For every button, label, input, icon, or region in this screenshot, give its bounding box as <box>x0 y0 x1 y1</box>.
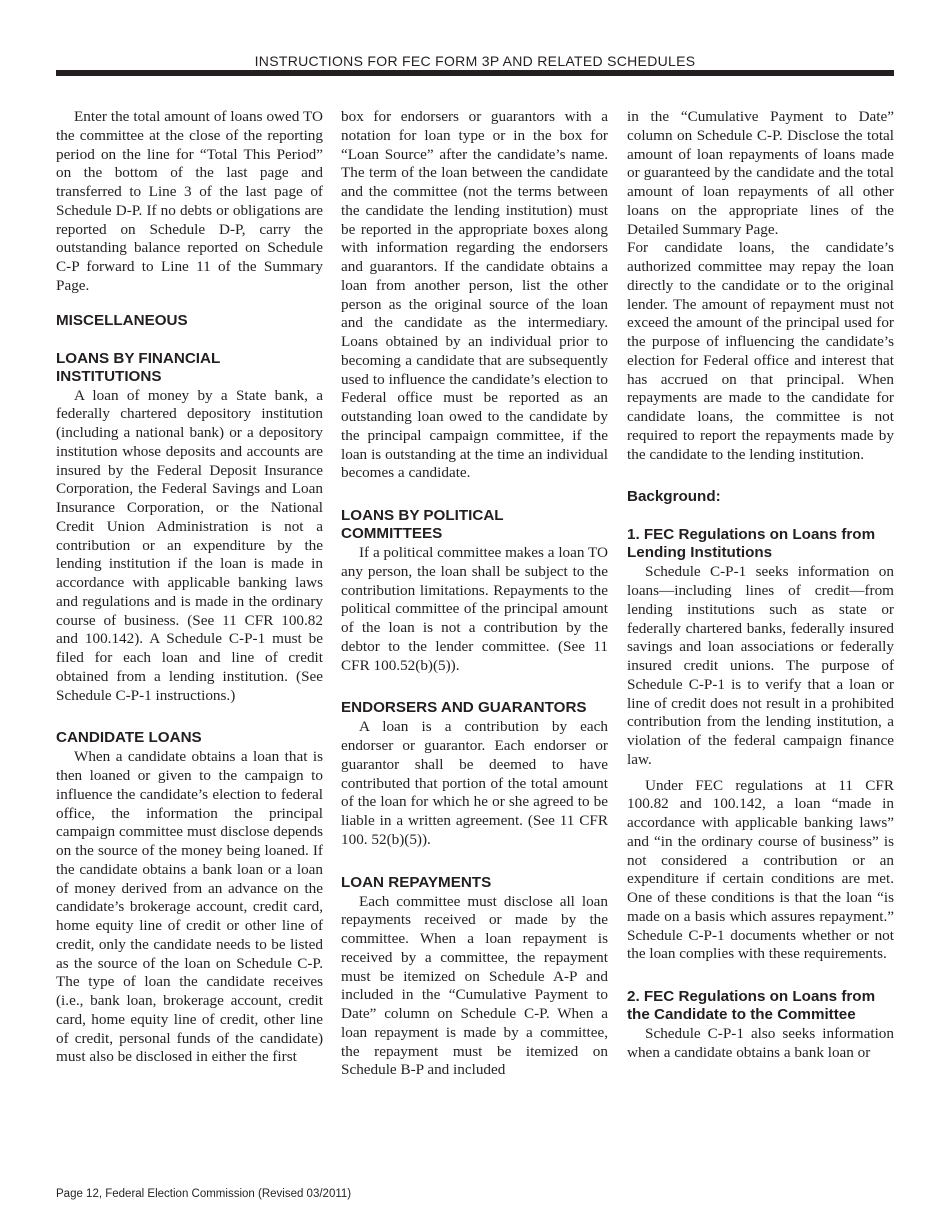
paragraph-candidate-loans-continued: box for endorsers or guarantors with a notation for loan type or in the box for “Loan Source” after the candidate’s name. The term of the loan between the candidate and the committee (not the terms between the candidate the lending institution) must be reported in the appropriate boxes along with information regarding the endorsers and guarantors. If the candidate obtains a loan from another person, list the other person as the original source of the loan and the candidate as the intermediary. Loans obtained by an individual prior to becoming a candidate that are subsequently used to influence the candidate’s election to Federal office must be reported as an outstanding loan owed to the candidate by the principal campaign committee, if the loan is outstanding at the time an individual becomes a candidate. <box>341 108 608 482</box>
heading-regulations-candidate-to-committee: 2. FEC Regulations on Loans from the Candidate to the Committee <box>627 988 876 1023</box>
heading-background: Background: <box>627 488 721 506</box>
paragraph-regulations-lending-institutions-1: Schedule C-P-1 seeks information on loans—including lines of credit—from lending institutions such as state or federally chartered banks, federally insured savings and loan associations or federally insured credit unions. The purpose of Schedule C-P-1 is to verify that a loan or line of credit does not result in a prohibited contribution from the lending institution, a violation of the federal campaign finance law. <box>627 563 894 768</box>
heading-candidate-loans: CANDIDATE LOANS <box>56 729 202 747</box>
paragraph-total-loans-owed: Enter the total amount of loans owed TO the committee at the close of the reporting period on the line for “Total This Period” on the bottom of the last page and transferred to Line 3 of the last page of Schedule D-P. If no debts or obligations are reported on Schedule D-P, carry the outstanding balance reported on Schedule C-P forward to Line 11 of the Summary Page. <box>56 108 323 294</box>
paragraph-candidate-loans: When a candidate obtains a loan that is then loaned or given to the campaign to influence the candidate’s election to federal office, the information the principal campaign committee must disclose depends on the source of the money being loaned. If the candidate obtains a bank loan or a loan of money derived from an advance on the candidate’s brokerage account, credit card, home equity line of credit or other line of credit, only the candidate needs to be listed as the source of the loan on Schedule C-P. The type of loan the candidate receives (i.e., bank loan, brokerage account, credit card, home equity line of credit, other line of credit, personal funds of the candidate) must also be disclosed in either the first <box>56 748 323 1066</box>
column-2 <box>341 108 608 1080</box>
paragraph-endorsers-and-guarantors: A loan is a contribution by each endorser or guarantor. Each endorser or guarantor shall be deemed to have contributed that portion of the total amount of the loan for which he or she agreed to be liable in a written agreement. (See 11 CFR 100. 52(b)(5)). <box>341 718 608 848</box>
heading-loans-by-political-committees: LOANS BY POLITICAL COMMITTEES <box>341 507 504 542</box>
paragraph-loans-by-financial-institutions: A loan of money by a State bank, a federally chartered depository institution (including a national bank) or a depository institution whose deposits and accounts are insured by the Federal Deposit Insurance Corporation, the Federal Savings and Loan Insurance Corporation, or the National Credit Union Administration is not a contribution or an expenditure by the lending institution if the loan is made in accordance with applicable banking laws and regulations and is made in the ordinary course of business. (See 11 CFR 100.82 and 100.142). A Schedule C-P-1 must be filed for each loan and line of credit obtained from a lending institution. (See Schedule C-P-1 instructions.) <box>56 386 323 704</box>
heading-endorsers-and-guarantors: ENDORSERS AND GUARANTORS <box>341 699 587 717</box>
heading-loans-by-financial-institutions: LOANS BY FINANCIAL INSTITUTIONS <box>56 349 220 385</box>
paragraph-loan-repayments: Each committee must disclose all loan repayments received or made by the committee. When a loan repayment is received by a committee, the repayment must be itemized on Schedule A-P and included in the “Cumulative Payment to Date” column on Schedule C-P. When a loan repayment is made by a committee, the repayment must be itemized on Schedule B-P and included <box>341 892 608 1079</box>
paragraph-loan-repayments-continued: in the “Cumulative Payment to Date” column on Schedule C-P. Disclose the total amount of loan repayments of loans made or guaranteed by the candidate and the total amount of loan repayments of all other loans on the appropriate lines of the Detailed Summary Page. <box>627 108 894 238</box>
paragraph-loans-by-political-committees: If a political committee makes a loan TO any person, the loan shall be subject to the contribution limitations. Repayments to the political committee of the principal amount of the loan is not a contribution by the debtor to the lender committee. (See 11 CFR 100.52(b)(5)). <box>341 544 608 674</box>
column-1 <box>56 108 323 1067</box>
header-rule <box>56 70 894 76</box>
heading-loan-repayments: LOAN REPAYMENTS <box>341 873 492 891</box>
paragraph-regulations-lending-institutions-2: Under FEC regulations at 11 CFR 100.82 and 100.142, a loan “made in accordance with applicable banking laws” and “in the ordinary course of business” is not considered a contribution or an expenditure if certain conditions are met. One of these conditions is that the loan “is made on a basis which assures repayment.” Schedule C-P-1 documents whether or not the loan complies with these requirements. <box>627 776 894 963</box>
heading-regulations-lending-institutions: 1. FEC Regulations on Loans from Lending Institutions <box>627 526 876 562</box>
heading-miscellaneous: MISCELLANEOUS <box>56 311 188 329</box>
page-footer: Page 12, Federal Election Commission (Revised 03/2011) <box>56 1188 352 1200</box>
paragraph-candidate-loan-repayments: For candidate loans, the candidate’s authorized committee may repay the loan directly to the candidate or to the original lender. The amount of repayment must not exceed the amount of the principal used for the purpose of influencing the candidate’s election for Federal office and interest that has accrued on that principal. When repayments are made to the candidate for candidate loans, the committee is not required to report the repayments made by the candidate to the lending institution. <box>627 239 894 463</box>
paragraph-regulations-candidate-to-committee: Schedule C-P-1 also seeks information when a candidate obtains a bank loan or <box>627 1025 894 1061</box>
column-3 <box>627 108 894 1063</box>
page-header-title: INSTRUCTIONS FOR FEC FORM 3P AND RELATED SCHEDULES <box>254 53 696 69</box>
